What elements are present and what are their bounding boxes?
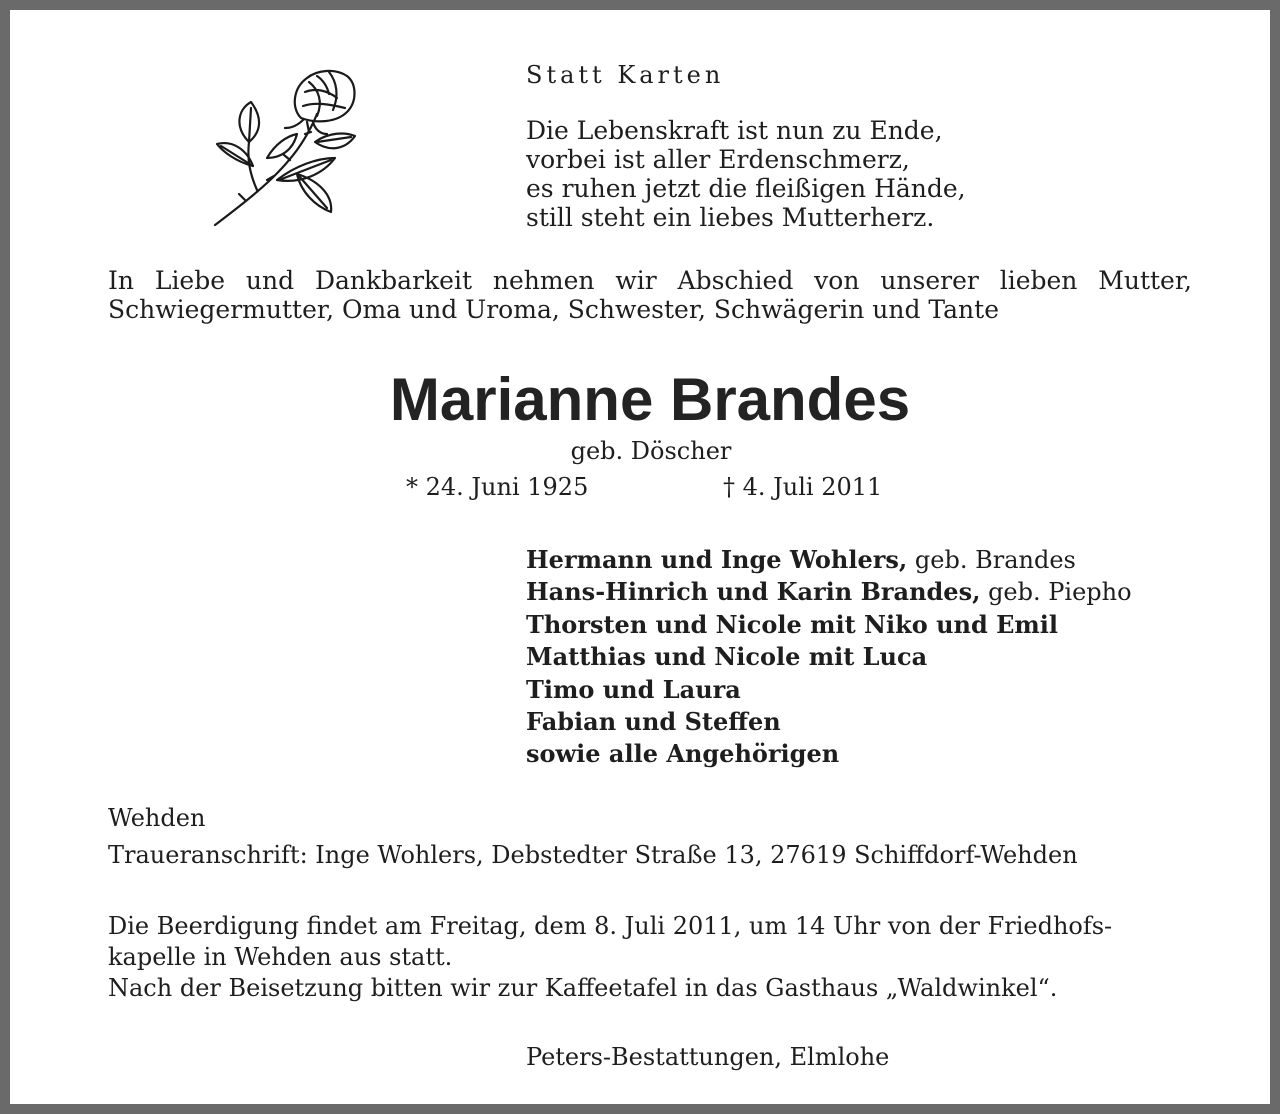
funeral-line: kapelle in Wehden aus statt. (108, 943, 453, 971)
statt-karten-heading: Statt Karten (526, 61, 725, 89)
mourner-line: sowie alle Angehörigen (526, 739, 840, 769)
poem-line: es ruhen jetzt die fleißigen Hände, (526, 174, 966, 203)
birth-date: * 24. Juni 1925 (406, 473, 589, 501)
place-name: Wehden (108, 804, 206, 832)
mourner-line: Hans-Hinrich und Karin Brandes, geb. Piepho (526, 577, 1132, 607)
funeral-info (108, 911, 1112, 1004)
mourner-line: Matthias und Nicole mit Luca (526, 642, 928, 672)
mourner-line: Timo und Laura (526, 674, 741, 704)
intro-line: Schwiegermutter, Oma und Uroma, Schwester, Schwägerin und Tante (108, 295, 999, 324)
death-date: † 4. Juli 2011 (723, 473, 883, 501)
poem (526, 116, 966, 232)
mourner-line: Thorsten und Nicole mit Niko und Emil (526, 609, 1059, 639)
undertaker-name: Peters-Bestattungen, Elmlohe (526, 1043, 890, 1071)
poem-line: vorbei ist aller Erdenschmerz, (526, 145, 910, 174)
deceased-name: Marianne Brandes (389, 366, 911, 433)
intro-line: In Liebe und Dankbarkeit nehmen wir Abschied von unserer lieben Mutter, (108, 266, 1192, 295)
poem-line: Die Lebenskraft ist nun zu Ende, (526, 116, 943, 145)
funeral-line: Die Beerdigung findet am Freitag, dem 8. Juli 2011, um 14 Uhr von der Friedhofs- (108, 912, 1113, 940)
mourners-list (526, 544, 1132, 771)
intro-text (108, 266, 1192, 324)
poem-line: still steht ein liebes Mutterherz. (526, 203, 935, 232)
mourner-line: Fabian und Steffen (526, 707, 781, 737)
funeral-line: Nach der Beisetzung bitten wir zur Kaffeetafel in das Gasthaus „Waldwinkel“. (108, 974, 1058, 1002)
maiden-name: geb. Döscher (570, 437, 732, 465)
rose-icon (205, 62, 365, 232)
mourning-address: Traueranschrift: Inge Wohlers, Debstedter Straße 13, 27619 Schiffdorf-Wehden (108, 841, 1078, 869)
mourner-line: Hermann und Inge Wohlers, geb. Brandes (526, 545, 1076, 574)
